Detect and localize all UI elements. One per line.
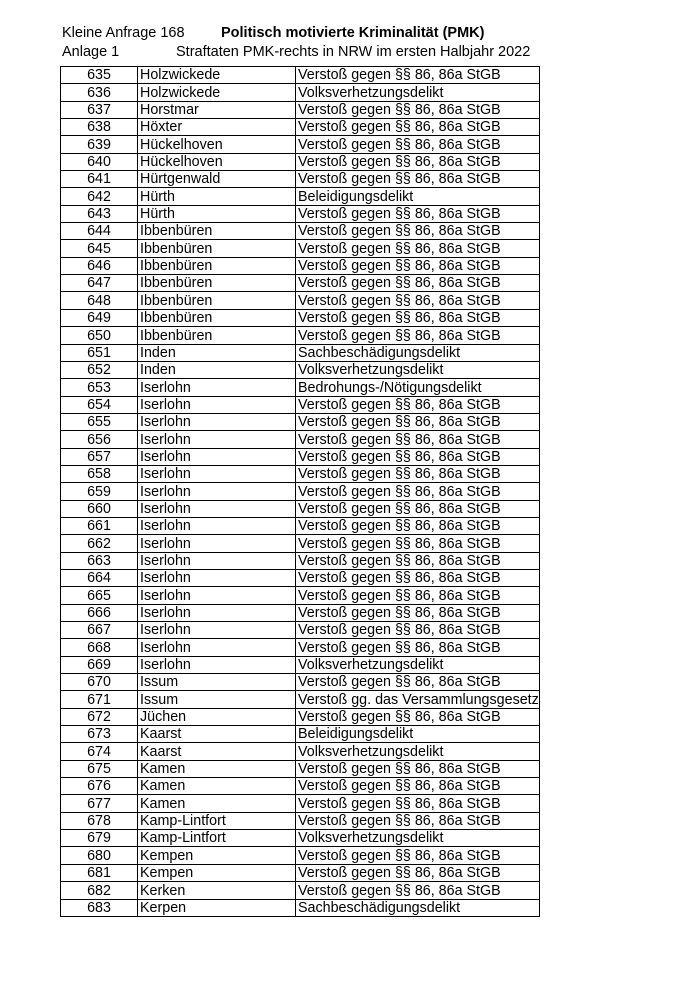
- table-row: [61, 465, 540, 482]
- row-number: 636: [61, 84, 138, 101]
- offense-type: Volksverhetzungsdelikt: [296, 361, 540, 378]
- offense-type: Verstoß gegen §§ 86, 86a StGB: [296, 552, 540, 569]
- row-number: 648: [61, 292, 138, 309]
- table-row: [61, 292, 540, 309]
- row-number: 683: [61, 899, 138, 916]
- table-row: [61, 448, 540, 465]
- row-number: 644: [61, 223, 138, 240]
- offense-type: Verstoß gegen §§ 86, 86a StGB: [296, 864, 540, 881]
- municipality: Ibbenbüren: [138, 257, 296, 274]
- offense-type: Verstoß gegen §§ 86, 86a StGB: [296, 812, 540, 829]
- offense-type: Verstoß gegen §§ 86, 86a StGB: [296, 604, 540, 621]
- offense-type: Verstoß gegen §§ 86, 86a StGB: [296, 292, 540, 309]
- municipality: Ibbenbüren: [138, 240, 296, 257]
- municipality: Iserlohn: [138, 379, 296, 396]
- municipality: Iserlohn: [138, 587, 296, 604]
- municipality: Holzwickede: [138, 67, 296, 84]
- table-row: [61, 812, 540, 829]
- municipality: Kaarst: [138, 743, 296, 760]
- offense-type: Verstoß gegen §§ 86, 86a StGB: [296, 778, 540, 795]
- offense-type: Verstoß gegen §§ 86, 86a StGB: [296, 119, 540, 136]
- table-row: [61, 413, 540, 430]
- offense-type: Verstoß gg. das Versammlungsgesetz: [296, 691, 540, 708]
- table-row: [61, 882, 540, 899]
- municipality: Iserlohn: [138, 622, 296, 639]
- municipality: Jüchen: [138, 708, 296, 725]
- row-number: 676: [61, 778, 138, 795]
- offense-type: Verstoß gegen §§ 86, 86a StGB: [296, 171, 540, 188]
- municipality: Inden: [138, 344, 296, 361]
- row-number: 650: [61, 327, 138, 344]
- table-row: [61, 205, 540, 222]
- table-row: [61, 899, 540, 916]
- offense-type: Verstoß gegen §§ 86, 86a StGB: [296, 396, 540, 413]
- document-subtitle: Straftaten PMK-rechts in NRW im ersten Halbjahr 2022: [176, 44, 531, 60]
- row-number: 643: [61, 205, 138, 222]
- municipality: Hürtgenwald: [138, 171, 296, 188]
- offense-type: Verstoß gegen §§ 86, 86a StGB: [296, 639, 540, 656]
- offense-type: Verstoß gegen §§ 86, 86a StGB: [296, 622, 540, 639]
- table-row: [61, 119, 540, 136]
- table-row: [61, 569, 540, 586]
- municipality: Ibbenbüren: [138, 223, 296, 240]
- municipality: Kamp-Lintfort: [138, 812, 296, 829]
- municipality: Iserlohn: [138, 431, 296, 448]
- table-row: [61, 691, 540, 708]
- table-row: [61, 379, 540, 396]
- offense-type: Verstoß gegen §§ 86, 86a StGB: [296, 795, 540, 812]
- table-row: [61, 275, 540, 292]
- table-row: [61, 309, 540, 326]
- offense-type: Verstoß gegen §§ 86, 86a StGB: [296, 223, 540, 240]
- table-row: [61, 84, 540, 101]
- row-number: 635: [61, 67, 138, 84]
- row-number: 678: [61, 812, 138, 829]
- row-number: 671: [61, 691, 138, 708]
- table-row: [61, 622, 540, 639]
- attachment-label: Anlage 1: [62, 44, 120, 60]
- table-row: [61, 240, 540, 257]
- offense-table-body: [61, 67, 540, 917]
- row-number: 674: [61, 743, 138, 760]
- municipality: Iserlohn: [138, 552, 296, 569]
- offense-type: Volksverhetzungsdelikt: [296, 743, 540, 760]
- table-row: [61, 67, 540, 84]
- row-number: 658: [61, 465, 138, 482]
- offense-type: Volksverhetzungsdelikt: [296, 830, 540, 847]
- row-number: 638: [61, 119, 138, 136]
- municipality: Kamen: [138, 778, 296, 795]
- table-row: [61, 830, 540, 847]
- municipality: Iserlohn: [138, 396, 296, 413]
- table-row: [61, 708, 540, 725]
- table-row: [61, 136, 540, 153]
- row-number: 646: [61, 257, 138, 274]
- row-number: 653: [61, 379, 138, 396]
- row-number: 680: [61, 847, 138, 864]
- municipality: Inden: [138, 361, 296, 378]
- offense-type: Verstoß gegen §§ 86, 86a StGB: [296, 674, 540, 691]
- row-number: 665: [61, 587, 138, 604]
- municipality: Hückelhoven: [138, 136, 296, 153]
- row-number: 679: [61, 830, 138, 847]
- municipality: Iserlohn: [138, 448, 296, 465]
- municipality: Iserlohn: [138, 500, 296, 517]
- row-number: 662: [61, 535, 138, 552]
- municipality: Kempen: [138, 864, 296, 881]
- row-number: 668: [61, 639, 138, 656]
- municipality: Ibbenbüren: [138, 327, 296, 344]
- offense-type: Verstoß gegen §§ 86, 86a StGB: [296, 708, 540, 725]
- document-title: Politisch motivierte Kriminalität (PMK): [221, 25, 485, 41]
- offense-type: Sachbeschädigungsdelikt: [296, 899, 540, 916]
- row-number: 656: [61, 431, 138, 448]
- row-number: 645: [61, 240, 138, 257]
- offense-type: Sachbeschädigungsdelikt: [296, 344, 540, 361]
- row-number: 667: [61, 622, 138, 639]
- offense-type: Volksverhetzungsdelikt: [296, 84, 540, 101]
- municipality: Kamp-Lintfort: [138, 830, 296, 847]
- offense-type: Verstoß gegen §§ 86, 86a StGB: [296, 465, 540, 482]
- municipality: Kerken: [138, 882, 296, 899]
- municipality: Kerpen: [138, 899, 296, 916]
- table-row: [61, 795, 540, 812]
- table-row: [61, 656, 540, 673]
- municipality: Kamen: [138, 795, 296, 812]
- table-row: [61, 344, 540, 361]
- row-number: 649: [61, 309, 138, 326]
- row-number: 669: [61, 656, 138, 673]
- row-number: 675: [61, 760, 138, 777]
- row-number: 681: [61, 864, 138, 881]
- municipality: Issum: [138, 674, 296, 691]
- offense-type: Beleidigungsdelikt: [296, 188, 540, 205]
- table-row: [61, 361, 540, 378]
- offense-type: Verstoß gegen §§ 86, 86a StGB: [296, 448, 540, 465]
- table-row: [61, 864, 540, 881]
- municipality: Kamen: [138, 760, 296, 777]
- municipality: Ibbenbüren: [138, 275, 296, 292]
- offense-type: Volksverhetzungsdelikt: [296, 656, 540, 673]
- table-row: [61, 639, 540, 656]
- offense-type: Verstoß gegen §§ 86, 86a StGB: [296, 587, 540, 604]
- municipality: Hürth: [138, 188, 296, 205]
- table-row: [61, 223, 540, 240]
- offense-type: Verstoß gegen §§ 86, 86a StGB: [296, 240, 540, 257]
- row-number: 642: [61, 188, 138, 205]
- row-number: 659: [61, 483, 138, 500]
- table-row: [61, 552, 540, 569]
- offense-type: Verstoß gegen §§ 86, 86a StGB: [296, 257, 540, 274]
- offense-type: Verstoß gegen §§ 86, 86a StGB: [296, 153, 540, 170]
- municipality: Iserlohn: [138, 465, 296, 482]
- table-row: [61, 587, 540, 604]
- municipality: Iserlohn: [138, 569, 296, 586]
- municipality: Ibbenbüren: [138, 309, 296, 326]
- table-row: [61, 674, 540, 691]
- municipality: Iserlohn: [138, 413, 296, 430]
- row-number: 677: [61, 795, 138, 812]
- municipality: Kaarst: [138, 726, 296, 743]
- table-row: [61, 153, 540, 170]
- offense-type: Bedrohungs-/Nötigungsdelikt: [296, 379, 540, 396]
- table-row: [61, 604, 540, 621]
- table-row: [61, 517, 540, 534]
- row-number: 637: [61, 101, 138, 118]
- table-row: [61, 257, 540, 274]
- table-row: [61, 171, 540, 188]
- municipality: Holzwickede: [138, 84, 296, 101]
- row-number: 664: [61, 569, 138, 586]
- row-number: 673: [61, 726, 138, 743]
- municipality: Iserlohn: [138, 517, 296, 534]
- offense-type: Verstoß gegen §§ 86, 86a StGB: [296, 67, 540, 84]
- offense-type: Verstoß gegen §§ 86, 86a StGB: [296, 205, 540, 222]
- table-row: [61, 327, 540, 344]
- row-number: 640: [61, 153, 138, 170]
- table-row: [61, 726, 540, 743]
- municipality: Iserlohn: [138, 639, 296, 656]
- offense-type: Verstoß gegen §§ 86, 86a StGB: [296, 136, 540, 153]
- row-number: 639: [61, 136, 138, 153]
- offense-type: Verstoß gegen §§ 86, 86a StGB: [296, 483, 540, 500]
- municipality: Hürth: [138, 205, 296, 222]
- offense-type: Verstoß gegen §§ 86, 86a StGB: [296, 882, 540, 899]
- row-number: 654: [61, 396, 138, 413]
- municipality: Iserlohn: [138, 483, 296, 500]
- table-row: [61, 188, 540, 205]
- table-row: [61, 431, 540, 448]
- offense-type: Verstoß gegen §§ 86, 86a StGB: [296, 535, 540, 552]
- offense-type: Verstoß gegen §§ 86, 86a StGB: [296, 309, 540, 326]
- offense-type: Verstoß gegen §§ 86, 86a StGB: [296, 413, 540, 430]
- offense-type: Verstoß gegen §§ 86, 86a StGB: [296, 847, 540, 864]
- offense-table: [60, 66, 540, 917]
- table-row: [61, 778, 540, 795]
- table-row: [61, 847, 540, 864]
- offense-type: Verstoß gegen §§ 86, 86a StGB: [296, 517, 540, 534]
- offense-type: Verstoß gegen §§ 86, 86a StGB: [296, 101, 540, 118]
- offense-type: Verstoß gegen §§ 86, 86a StGB: [296, 327, 540, 344]
- offense-type: Verstoß gegen §§ 86, 86a StGB: [296, 275, 540, 292]
- row-number: 655: [61, 413, 138, 430]
- municipality: Iserlohn: [138, 535, 296, 552]
- row-number: 663: [61, 552, 138, 569]
- row-number: 647: [61, 275, 138, 292]
- municipality: Horstmar: [138, 101, 296, 118]
- row-number: 666: [61, 604, 138, 621]
- municipality: Iserlohn: [138, 604, 296, 621]
- row-number: 652: [61, 361, 138, 378]
- document-reference: Kleine Anfrage 168: [62, 25, 185, 41]
- municipality: Issum: [138, 691, 296, 708]
- municipality: Ibbenbüren: [138, 292, 296, 309]
- municipality: Höxter: [138, 119, 296, 136]
- row-number: 660: [61, 500, 138, 517]
- offense-type: Beleidigungsdelikt: [296, 726, 540, 743]
- row-number: 670: [61, 674, 138, 691]
- table-row: [61, 396, 540, 413]
- row-number: 657: [61, 448, 138, 465]
- table-row: [61, 535, 540, 552]
- table-row: [61, 500, 540, 517]
- row-number: 641: [61, 171, 138, 188]
- table-row: [61, 743, 540, 760]
- municipality: Kempen: [138, 847, 296, 864]
- offense-type: Verstoß gegen §§ 86, 86a StGB: [296, 500, 540, 517]
- row-number: 672: [61, 708, 138, 725]
- row-number: 661: [61, 517, 138, 534]
- offense-type: Verstoß gegen §§ 86, 86a StGB: [296, 760, 540, 777]
- table-row: [61, 760, 540, 777]
- offense-type: Verstoß gegen §§ 86, 86a StGB: [296, 431, 540, 448]
- row-number: 682: [61, 882, 138, 899]
- offense-type: Verstoß gegen §§ 86, 86a StGB: [296, 569, 540, 586]
- table-row: [61, 483, 540, 500]
- row-number: 651: [61, 344, 138, 361]
- municipality: Hückelhoven: [138, 153, 296, 170]
- table-row: [61, 101, 540, 118]
- municipality: Iserlohn: [138, 656, 296, 673]
